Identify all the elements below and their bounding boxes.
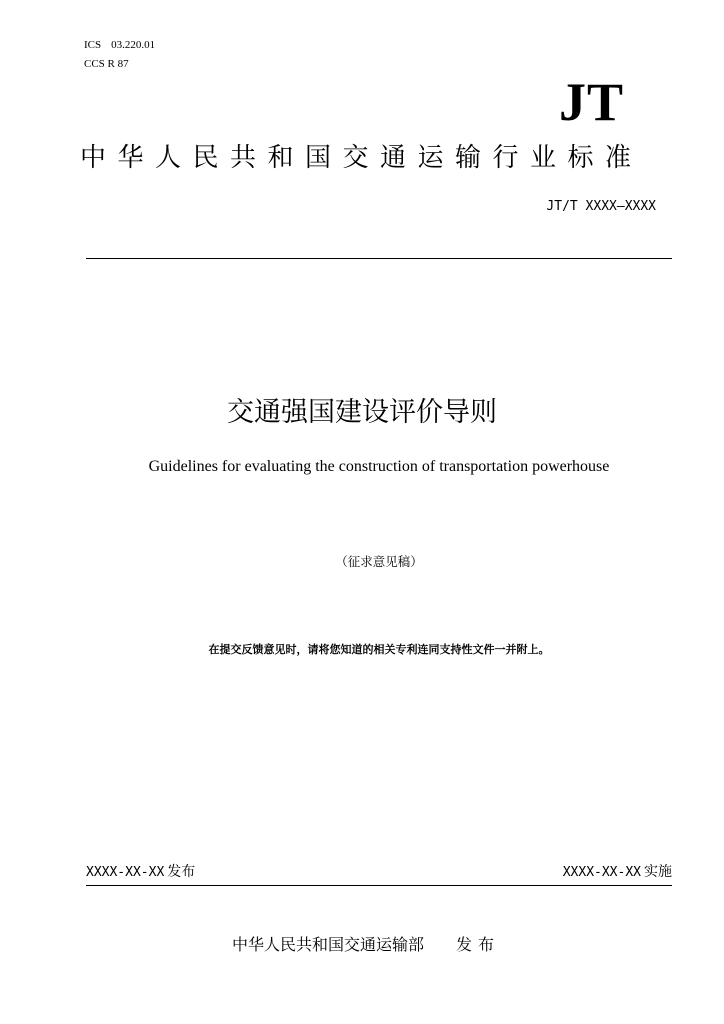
ccs-row — [84, 55, 155, 74]
ccs-value: R 87 — [107, 58, 129, 70]
classification-codes — [84, 36, 155, 74]
document-title-english: Guidelines for evaluating the construction of transportation powerhouse — [148, 458, 610, 475]
draft-status-label: （征求意见稿） — [335, 554, 423, 569]
issue-date: XXXX-XX-XX — [86, 865, 165, 880]
patent-notice: 在提交反馈意见时，请将您知道的相关专利连同支持性文件一并附上。 — [208, 643, 550, 656]
publisher-line — [232, 934, 500, 956]
footer-divider — [86, 885, 672, 886]
standard-number: JT/T XXXX—XXXX — [546, 199, 656, 214]
ccs-label: CCS — [84, 58, 105, 70]
ics-row — [84, 36, 155, 55]
implementation-date-block — [563, 862, 672, 883]
publisher-action: 发布 — [456, 935, 501, 954]
issue-date-block — [86, 862, 195, 883]
issue-label: 发布 — [167, 864, 196, 880]
ics-value: 03.220.01 — [111, 39, 156, 51]
implementation-label: 实施 — [644, 864, 672, 880]
document-title-chinese: 交通强国建设评价导则 — [227, 397, 497, 428]
ics-label: ICS — [84, 39, 102, 51]
implementation-date: XXXX-XX-XX — [562, 865, 641, 880]
standard-category-title: 中华人民共和国交通运输行业标准 — [80, 143, 643, 173]
header-divider — [86, 258, 672, 259]
jt-logo-mark: JT — [558, 72, 624, 132]
publisher-name: 中华人民共和国交通运输部 — [232, 935, 425, 954]
